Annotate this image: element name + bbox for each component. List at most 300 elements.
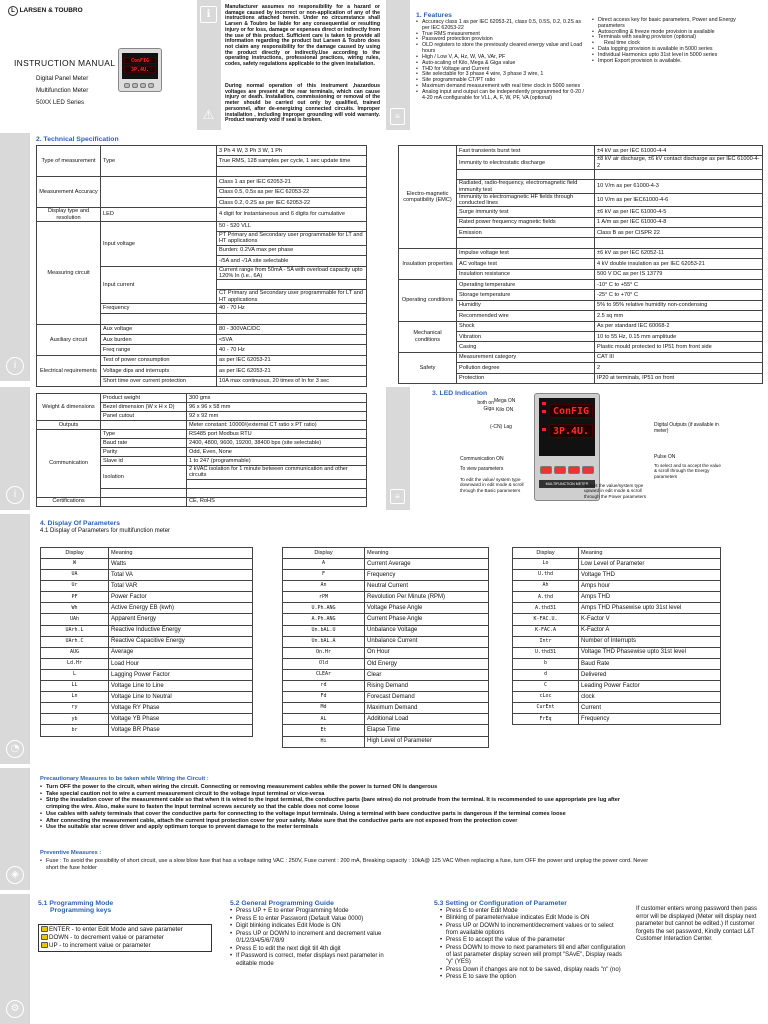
spec-row — [37, 324, 367, 334]
up-key-icon — [41, 942, 48, 948]
meter-button-2 — [554, 466, 566, 474]
param-row — [513, 625, 721, 636]
warning-icon: ⚠ — [202, 108, 215, 123]
param-meaning: K-Factor V — [579, 614, 721, 625]
product-line: Multifunction Meter — [36, 87, 89, 94]
param-row — [513, 614, 721, 625]
spec-sub-label: Slave id — [101, 457, 187, 466]
document-icon: ≡ — [390, 108, 405, 125]
guide-item: • If Password is correct, meter displays next parameter in editable mode — [230, 953, 390, 968]
params-header-row — [513, 548, 721, 559]
meaning-header: Meaning — [365, 548, 489, 559]
info-icon: i — [200, 6, 217, 23]
param-row — [283, 614, 489, 625]
param-meaning: Unbalance Voltage — [365, 625, 489, 636]
param-display-code: U.Ph.ANG — [283, 603, 365, 614]
gear-icon: ⚙ — [6, 1000, 24, 1018]
spec-group-label: Measurement Accuracy — [37, 177, 101, 208]
param-row — [513, 603, 721, 614]
precautions-title: Precautionary Measures to be taken while Wiring the Circuit : — [40, 776, 209, 782]
param-meaning: Frequency — [579, 714, 721, 725]
spec-value — [217, 166, 367, 176]
spec-row — [37, 221, 367, 231]
param-row — [283, 669, 489, 680]
spec-value: True RMS, 128 samples per cycle, 1 sec update time — [217, 156, 367, 166]
param-display-code: Un.bAL.A — [283, 636, 365, 647]
param-meaning: Baud Rate — [579, 658, 721, 669]
param-display-code: On.Hr — [283, 647, 365, 658]
param-row — [513, 692, 721, 703]
spec-value: as per IEC 62053-21 — [217, 366, 367, 376]
param-meaning: Current Phase Angle — [365, 614, 489, 625]
config-item: • Press UP or DOWN to increment/decrement values or to select from available options — [440, 923, 626, 938]
param-meaning: Voltage THD Phasewise upto 31st level — [579, 647, 721, 658]
spec-group-label: Measuring circuit — [37, 221, 101, 324]
comm-label: Communication ON — [460, 456, 504, 462]
meter-button-4 — [582, 466, 594, 474]
tech-spec-table-left — [36, 145, 367, 387]
spec-sub-label: Frequency — [101, 303, 217, 313]
param-meaning: High Level of Parameter — [365, 736, 489, 747]
param-meaning: Forecast Demand — [365, 692, 489, 703]
spec-row — [37, 394, 367, 403]
spec-sub-label: Insulation resistance — [457, 269, 595, 279]
spec-group-label: Type of measurement — [37, 146, 101, 177]
param-row — [41, 647, 253, 658]
edit-up-label: To edit the value/system type upward in edit mode & scroll through the Power parameters — [584, 483, 647, 499]
spec-row — [399, 352, 763, 362]
param-row — [41, 681, 253, 692]
param-row — [41, 581, 253, 592]
spec-sub-label: Storage temperature — [457, 290, 595, 300]
spec-sub-label: Rated power frequency magnetic fields — [457, 217, 595, 227]
param-row — [283, 581, 489, 592]
param-display-code: C — [513, 681, 579, 692]
digital-outputs-label: Digital Outputs (if available in meter) — [654, 422, 719, 434]
cover-display-line2: 3P.4U. — [124, 66, 156, 74]
spec-sub-label: Protection — [457, 373, 595, 383]
param-display-code: Ln — [41, 692, 109, 703]
param-display-code: Fd — [283, 692, 365, 703]
precaution-item: • Strip the insulation cover of the measurement cable so that when it is wired to the input terminal, the conductive parts (bare wires) do not protrude from the terminal. It is recommended to use appropriate pre lug after crimping the wire. Also, make sure to fasten the input terminal screws securely so that the cable does not come loose — [40, 797, 640, 810]
param-row — [41, 570, 253, 581]
spec-group-label: Operating conditions — [399, 280, 457, 322]
spec-sub-label: Panel cutout — [101, 412, 187, 421]
features-strip — [386, 0, 410, 130]
param-display-code: cLoc — [513, 692, 579, 703]
led-dot-lag — [542, 428, 546, 431]
feature-item: • Real time clock — [592, 41, 762, 47]
precautions-sidebar — [0, 768, 30, 890]
display-header: Display — [513, 548, 579, 559]
password-note: If customer enters wrong password then pass error will be displayed (Meter will display next parameter but cannot be edited.) If customer forgets the set password, Kindly contact L&T Customer Interaction Center. — [636, 906, 758, 942]
param-row — [283, 603, 489, 614]
shield-icon: ◈ — [6, 866, 24, 884]
led-title: 3. LED Indication — [432, 390, 488, 397]
spec-value — [187, 488, 367, 497]
spec-value — [217, 314, 367, 324]
param-display-code: A.thd — [513, 592, 579, 603]
param-row — [41, 703, 253, 714]
feature-item: • Site selectable for 3 phase 4 wire, 3 phase 3 wire, 1 — [416, 72, 586, 78]
info-icon: i — [6, 486, 24, 504]
param-display-code: yb — [41, 714, 109, 725]
spec-value: 4 digit for instantaneous and 6 digits for cumulative — [217, 208, 367, 222]
param-row — [513, 570, 721, 581]
param-display-code: U.thd31 — [513, 647, 579, 658]
spec-sub-label: Operating temperature — [457, 280, 595, 290]
spec-sub-label — [457, 238, 595, 248]
param-display-code: rd — [283, 681, 365, 692]
param-row — [41, 559, 253, 570]
spec-sub-label: Freq range — [101, 345, 217, 355]
spec-sub-label: Impulse voltage test — [457, 248, 595, 258]
feature-item: • Maximum demand measurement with real time clock in 5000 series — [416, 84, 586, 90]
feature-item: • Site programmable CT/PT ratio — [416, 78, 586, 84]
spec-group-label: Safety — [399, 352, 457, 383]
spec-sub-label — [101, 488, 187, 497]
param-meaning: Amps THD Phasewise upto 31st level — [579, 603, 721, 614]
feature-item: • Data logging provision is available in 5000 series — [592, 47, 762, 53]
list-icon: ≡ — [390, 489, 405, 504]
spec-value: 96 x 96 x 58 mm — [187, 403, 367, 412]
led-label-mega: Mega ON — [494, 398, 516, 404]
param-display-code: AL — [283, 714, 365, 725]
param-display-code: b — [513, 658, 579, 669]
programming-sidebar — [0, 894, 30, 1024]
param-row — [283, 647, 489, 658]
spec-value: <5VA — [217, 335, 367, 345]
spec-value: 10A max continuous, 20 times of In for 3 sec — [217, 376, 367, 386]
spec-sub-label: Shock — [457, 321, 595, 331]
param-meaning: Voltage BR Phase — [109, 725, 253, 736]
param-meaning: Old Energy — [365, 658, 489, 669]
spec-sub-label: Humidity — [457, 300, 595, 310]
spec-row — [37, 421, 367, 430]
param-row — [513, 703, 721, 714]
param-display-code: PF — [41, 592, 109, 603]
led-label-giga: both on Giga — [477, 400, 494, 412]
param-row — [283, 658, 489, 669]
spec-group-label: Electrical requirements — [37, 355, 101, 386]
feature-item: • OLD registers to store the previously cleared energy value and Load hours — [416, 43, 586, 55]
disclaimer-text: Manufacturer assumes no responsibility for a hazard or damage caused by incorrect or non-application of any of the instructions attached herein. Under no circumstance shall Larsen & Toubro be liable for any consequential or resulting injury or for loss, damage or expenses direct or indirectly from the use of this product. Sufficient care is taken to provide all information regarding the product but Larsen & Toubro does not claim any responsibility for the damage caused by using the product directly or indirectly.Use according to the operating instructions, professional practices, wiring rules, codes, safety regulations applicable to the given installation. — [225, 4, 380, 68]
spec-sub-label: Aux burden — [101, 335, 217, 345]
param-display-code: Ld.Hr — [41, 658, 109, 669]
param-meaning: Additional Load — [365, 714, 489, 725]
misc-spec-table — [36, 393, 367, 507]
product-line: Digital Panel Meter — [36, 75, 89, 82]
spec-value: Class 0.5, 0.5s as per IEC 62053-22 — [217, 187, 367, 197]
spec-row — [37, 355, 367, 365]
param-display-code: Ur — [41, 581, 109, 592]
key-up: UP - to increment value or parameter — [41, 942, 209, 950]
misc-led-section — [0, 387, 768, 510]
param-meaning: K-Factor A — [579, 625, 721, 636]
spec-sub-label: Bezel dimension (W x H x D) — [101, 403, 187, 412]
param-meaning: Lagging Power Factor — [109, 669, 253, 680]
spec-value: ±8 kV air discharge, ±6 kV contact discharge as per IEC 61000-4-2 — [595, 156, 763, 170]
param-row — [513, 636, 721, 647]
param-row — [283, 570, 489, 581]
spec-value: as per IEC 62053-21 — [217, 355, 367, 365]
config-title: 5.3 Setting or Configuration of Parameter — [434, 900, 567, 907]
param-row — [513, 658, 721, 669]
param-row — [283, 625, 489, 636]
param-meaning: Current Average — [365, 559, 489, 570]
info-icon: i — [6, 357, 24, 375]
param-row — [283, 692, 489, 703]
param-meaning: Load Hour — [109, 658, 253, 669]
param-meaning: clock — [579, 692, 721, 703]
spec-group-label: Weight & dimensions — [37, 394, 101, 421]
preventive-item: • Fuse : To avoid the possibility of short circuit, use a slow blow fuse that has a voltage rating VAC : 250V, Fuse current : 200 mA, Breaking capacity : 10kA@ 125 VAC When replacing a fuse, turn OFF the power and unplug the power cord. Never short the fuse holder — [40, 858, 650, 871]
spec-sub-label: Emission — [457, 228, 595, 238]
meaning-header: Meaning — [109, 548, 253, 559]
spec-sub-label — [101, 421, 187, 430]
param-display-code: ry — [41, 703, 109, 714]
feature-item: • Analog input and output can be independently programmed for 0-20 / 4-20 mA configurable for VLL, A, F, W, PF, VA (optional) — [416, 90, 586, 102]
spec-value: IP20 at terminals, IP51 on front — [595, 373, 763, 383]
param-display-code: Hi — [283, 736, 365, 747]
guide-list — [230, 908, 390, 968]
spec-value — [595, 169, 763, 179]
spec-sub-label: Immunity to electrostatic discharge — [457, 156, 595, 170]
param-display-code: Et — [283, 725, 365, 736]
param-display-code: Intr — [513, 636, 579, 647]
feature-item: • THD for Voltage and Current — [416, 67, 586, 73]
spec-sub-label: Type — [101, 430, 187, 439]
guide-item: • Press UP + E to enter Programming Mode — [230, 908, 390, 916]
param-display-code: K-FAC.A — [513, 625, 579, 636]
down-key-icon — [41, 934, 48, 940]
param-display-code: d — [513, 669, 579, 680]
spec-value: Class 1 as per IEC 62053-21 — [217, 177, 367, 187]
spec-group-label: Communication — [37, 430, 101, 498]
param-display-code: An — [283, 581, 365, 592]
param-display-code: U.thd — [513, 570, 579, 581]
param-display-code: Wh — [41, 603, 109, 614]
param-row — [41, 603, 253, 614]
key-down: DOWN - to decrement value or parameter — [41, 934, 209, 942]
spec-row — [399, 146, 763, 156]
spec-sub-label: Type — [101, 146, 217, 177]
config-item: • Press E to enter Edit Mode — [440, 908, 626, 915]
spec-sub-label — [101, 497, 187, 506]
param-row — [513, 559, 721, 570]
meter-button-1 — [540, 466, 552, 474]
spec-value: CT Primary and Secondary user programmable for LT and HT applications — [217, 290, 367, 304]
spec-sub-label: Radiated, radio-frequency, electromagnetic field immunity test — [457, 180, 595, 194]
config-item: • Press E to save the option — [440, 974, 626, 981]
param-row — [283, 714, 489, 725]
spec-sub-label: Short time over current protection — [101, 376, 217, 386]
param-row — [41, 625, 253, 636]
spec-value: Odd, Even, None — [187, 448, 367, 457]
spec-value: 2.5 sq mm — [595, 311, 763, 321]
spec-group-label: Mechanical conditions — [399, 321, 457, 352]
precaution-item: • Use cables with safety terminals that cover the conductive parts for connecting to the voltage input terminals. Using a terminal with bare conductive parts is dangerous if the terminal comes loose — [40, 811, 640, 818]
spec-sub-label: Measurement category — [457, 352, 595, 362]
spec-row — [399, 321, 763, 331]
param-display-code: A.Ph.ANG — [283, 614, 365, 625]
spec-sub-label: Pollution degree — [457, 363, 595, 373]
spec-value: Current range from 50mA - 5A with overload capacity upto 120% In (i.e., 6A) — [217, 266, 367, 280]
led-display-line2: 3P.4U. — [549, 424, 593, 438]
spec-value: 2 kVAC isolation for 1 minute between communication and other circuits — [187, 466, 367, 480]
param-row — [41, 658, 253, 669]
spec-row — [37, 430, 367, 439]
params-title: 4. Display Of Parameters — [40, 520, 121, 527]
param-display-code: A — [283, 559, 365, 570]
guide-title: 5.2 General Programming Guide — [230, 900, 334, 907]
param-display-code: Un.bAL.U — [283, 625, 365, 636]
param-meaning: Clear — [365, 669, 489, 680]
brand-logo — [8, 6, 118, 18]
feature-item: • Terminals with sealing provision (optional) — [592, 35, 762, 41]
spec-sub-label: Aux voltage — [101, 324, 217, 334]
spec-value: -/5A and -/1A site selectable — [217, 256, 367, 266]
spec-sub-label: Input current — [101, 266, 217, 303]
programming-keys-title: Programming keys — [50, 907, 112, 914]
param-display-code: LL — [41, 681, 109, 692]
params-table-1 — [40, 547, 253, 737]
param-meaning: Reactive Inductive Energy — [109, 625, 253, 636]
guide-item: • Press E to edit the next digit till 4th digit — [230, 946, 390, 954]
param-display-code: K-FAC.U. — [513, 614, 579, 625]
param-row — [513, 681, 721, 692]
param-row — [41, 636, 253, 647]
spec-value: Meter constant: 10000/(external CT ratio x PT ratio) — [187, 421, 367, 430]
spec-value: Plastic mould protected to IP51 from front side — [595, 342, 763, 352]
features-title: 1. Features — [416, 12, 452, 19]
product-lines — [36, 73, 88, 109]
spec-sub-label: Parity — [101, 448, 187, 457]
param-display-code: UArh.L — [41, 625, 109, 636]
spec-sub-label: Isolation — [101, 466, 187, 489]
led-label-lag: (-CN) Lag — [490, 424, 512, 430]
feature-item: • Direct access key for basic parameters, Power and Energy parameters — [592, 18, 762, 30]
spec-group-label: Electro-magnetic compatibility (EMC) — [399, 146, 457, 249]
param-meaning: Voltage THD — [579, 570, 721, 581]
param-display-code: A.thd31 — [513, 603, 579, 614]
spec-row — [37, 146, 367, 156]
spec-value: 5% to 95% relative humidity non-condensing — [595, 300, 763, 310]
spec-value: 1 to 247 (programmable) — [187, 457, 367, 466]
spec-value: RS485 port Modbus RTU — [187, 430, 367, 439]
gauge-icon: ◔ — [6, 740, 24, 758]
spec-value: 3 Ph 4 W, 3 Ph 3 W, 1 Ph — [217, 146, 367, 156]
param-meaning: Low Level of Parameter — [579, 559, 721, 570]
param-meaning: Amps hour — [579, 581, 721, 592]
led-sidebar — [386, 387, 410, 510]
led-dot-mega — [542, 402, 546, 405]
spec-sub-label — [101, 314, 217, 324]
param-row — [513, 592, 721, 603]
spec-value: Burden: 0.2VA max per phase — [217, 245, 367, 255]
spec-sub-label: Immunity to electromagnetic HF fields through conducted lines — [457, 193, 595, 207]
manual-title: INSTRUCTION MANUAL — [14, 58, 116, 68]
param-row — [283, 725, 489, 736]
meter-brand-strip: MULTIFUNCTION METER — [539, 480, 595, 488]
param-row — [41, 669, 253, 680]
param-meaning: Neutral Current — [365, 581, 489, 592]
spec-value — [217, 280, 367, 290]
precaution-item: • Turn OFF the power to the circuit, when wiring the circuit. Connecting or removing measurement cables while the power is turned ON is dangerous — [40, 784, 640, 791]
spec-value: Class B as per CISPR 22 — [595, 228, 763, 238]
display-header: Display — [41, 548, 109, 559]
cover-meter-image — [118, 48, 162, 92]
features-list-left — [416, 20, 586, 101]
param-meaning: Voltage YB Phase — [109, 714, 253, 725]
precaution-item: • Take special caution not to wire a current measurement circuit to the voltage input terminal or vice-versa — [40, 791, 640, 798]
param-meaning: Power Factor — [109, 592, 253, 603]
spec-value: 10 V/m as per IEC61000-4-6 — [595, 193, 763, 207]
tech-spec-title: 2. Technical Specification — [36, 136, 119, 143]
param-display-code: UAh — [41, 614, 109, 625]
param-display-code: rPM — [283, 592, 365, 603]
spec-value: ±4 kV as per IEC 61000-4-4 — [595, 146, 763, 156]
features-list-right — [592, 18, 762, 65]
lt-logo-icon: L — [8, 6, 18, 16]
param-row — [41, 714, 253, 725]
spec-value: 80 - 300VAC/DC — [217, 324, 367, 334]
param-meaning: Rising Demand — [365, 681, 489, 692]
params-sidebar — [0, 514, 30, 764]
feature-item: • Individual Harmonics upto 31st level in 5000 series — [592, 53, 762, 59]
guide-item: • Press E to enter Password (Default Value 0000) — [230, 916, 390, 924]
params-section — [0, 514, 768, 764]
spec-sub-label: Recommended wire — [457, 311, 595, 321]
spec-value: ±6 kV as per IEC 62052-11 — [595, 248, 763, 258]
param-meaning: Active Energy EB (kwh) — [109, 603, 253, 614]
spec-sub-label: Fast transients burst test — [457, 146, 595, 156]
spec-sub-label: Product weight — [101, 394, 187, 403]
param-row — [283, 681, 489, 692]
param-meaning: Leading Power Factor — [579, 681, 721, 692]
led-display-line1: ConFIG — [549, 404, 593, 418]
spec-value: 300 gms — [187, 394, 367, 403]
precaution-item: • Use the suitable star screw driver and apply optimum torque to prevent damage to the meter terminals — [40, 824, 640, 831]
param-meaning: Average — [109, 647, 253, 658]
param-meaning: Total VAR — [109, 581, 253, 592]
spec-sub-label: LED — [101, 208, 217, 222]
param-meaning: On Hour — [365, 647, 489, 658]
param-row — [41, 592, 253, 603]
view-label: To view parameters — [460, 466, 504, 472]
spec-value: CE, RoHS — [187, 497, 367, 506]
spec-value: -10° C to +55° C — [595, 280, 763, 290]
feature-item: • True RMS measurement — [416, 32, 586, 38]
config-item: • Press Down if changes are not to be saved, display reads "n" (no) — [440, 967, 626, 974]
spec-value: 40 - 70 Hz — [217, 345, 367, 355]
spec-sub-label — [457, 169, 595, 179]
spec-value: -25° C to +70° C — [595, 290, 763, 300]
intro-section — [0, 0, 768, 130]
param-meaning: Watts — [109, 559, 253, 570]
param-display-code: Ah — [513, 581, 579, 592]
spec-group-label: Insulation properties — [399, 248, 457, 279]
param-display-code: Old — [283, 658, 365, 669]
enter-key-icon — [41, 926, 48, 932]
spec-row — [399, 280, 763, 290]
config-item: • Press DOWN to move to next parameters till end after configuration of last parameter display screen will prompt "SAvE", Display reads "y" (YES) — [440, 945, 626, 967]
spec-value: 2400, 4800, 9600, 19200, 38400 bps (site selectable) — [187, 439, 367, 448]
precautions-section — [0, 768, 768, 890]
spec-sub-label: Baud rate — [101, 439, 187, 448]
spec-value: 92 x 92 mm — [187, 412, 367, 421]
spec-row — [399, 248, 763, 258]
